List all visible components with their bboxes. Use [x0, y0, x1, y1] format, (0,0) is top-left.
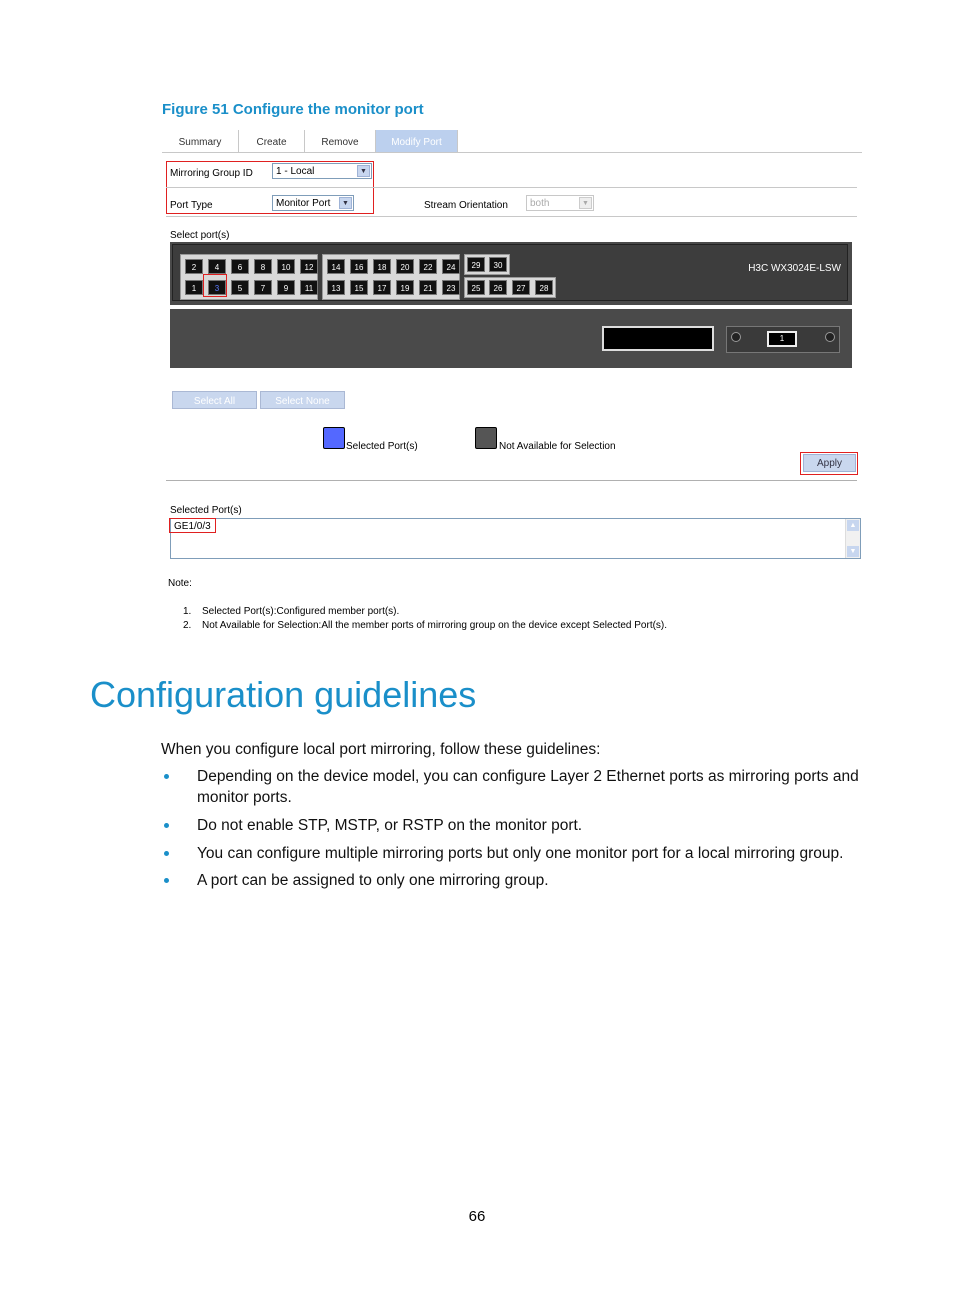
port-14[interactable]: 14	[327, 259, 345, 274]
screw-icon	[731, 332, 741, 342]
port-29[interactable]: 29	[467, 257, 485, 272]
tab-create[interactable]: Create	[239, 130, 305, 152]
device-model-label: H3C WX3024E-LSW	[748, 263, 841, 274]
module-port-1[interactable]: 1	[767, 331, 797, 347]
port-4[interactable]: 4	[208, 259, 226, 274]
port-6[interactable]: 6	[231, 259, 249, 274]
select-none-button[interactable]: Select None	[260, 391, 345, 409]
tab-summary[interactable]: Summary	[162, 130, 239, 152]
selected-value-highlight	[169, 518, 216, 533]
select-ports-label: Select port(s)	[170, 230, 230, 241]
page-number: 66	[468, 1208, 486, 1225]
port-28[interactable]: 28	[535, 280, 553, 295]
tab-bar	[162, 130, 862, 153]
selected-ports-value: GE1/0/3	[174, 521, 211, 532]
port-12[interactable]: 12	[300, 259, 318, 274]
note-item-2: Not Available for Selection:All the member ports of mirroring group on the device except Selected Port(s).	[202, 620, 668, 631]
bullet-1-line-1: Depending on the device model, you can configure Layer 2 Ethernet ports as mirroring ports and	[197, 768, 859, 785]
switch-chassis	[172, 244, 848, 301]
chevron-down-icon: ▼	[579, 197, 592, 209]
port-7[interactable]: 7	[254, 280, 272, 295]
port-type-value: Monitor Port	[276, 198, 331, 209]
note-num-2: 2.	[183, 620, 192, 631]
note-item-1: Selected Port(s):Configured member port(s).	[202, 606, 400, 617]
screw-icon	[825, 332, 835, 342]
switch-expansion-panel	[170, 309, 852, 368]
selected-legend-swatch	[323, 427, 345, 449]
not-available-legend-label: Not Available for Selection	[499, 441, 616, 452]
stream-orientation-value: both	[530, 198, 550, 209]
divider	[166, 480, 857, 481]
port-26[interactable]: 26	[489, 280, 507, 295]
port-10[interactable]: 10	[277, 259, 295, 274]
chevron-down-icon: ▼	[357, 165, 370, 177]
port-23[interactable]: 23	[442, 280, 460, 295]
scroll-up-icon[interactable]: ▲	[847, 520, 859, 531]
tab-modify-port[interactable]: Modify Port	[376, 130, 458, 152]
port-type-label: Port Type	[170, 200, 213, 211]
port-27[interactable]: 27	[512, 280, 530, 295]
port-20[interactable]: 20	[396, 259, 414, 274]
chevron-down-icon: ▼	[339, 197, 352, 209]
apply-button[interactable]: Apply	[803, 454, 856, 472]
bullet-1-line-2: monitor ports.	[197, 789, 292, 806]
port-30[interactable]: 30	[489, 257, 507, 272]
port-3-selected[interactable]: 3	[208, 280, 226, 295]
bullet-4: A port can be assigned to only one mirroring group.	[197, 872, 549, 889]
mirroring-group-value: 1 - Local	[276, 166, 315, 177]
port-2[interactable]: 2	[185, 259, 203, 274]
mirroring-group-label: Mirroring Group ID	[170, 168, 253, 179]
select-all-button[interactable]: Select All	[172, 391, 257, 409]
divider	[166, 216, 857, 217]
section-heading: Configuration guidelines	[90, 674, 477, 715]
port-17[interactable]: 17	[373, 280, 391, 295]
stream-orientation-select	[526, 195, 594, 211]
port-11[interactable]: 11	[300, 280, 318, 295]
switch-front-panel	[170, 242, 852, 305]
stream-orientation-label: Stream Orientation	[424, 200, 508, 211]
port-18[interactable]: 18	[373, 259, 391, 274]
port-21[interactable]: 21	[419, 280, 437, 295]
port-25[interactable]: 25	[467, 280, 485, 295]
note-title: Note:	[168, 578, 192, 589]
bullet-3: You can configure multiple mirroring ports but only one monitor port for a local mirroring group.	[197, 845, 844, 862]
expansion-slot	[602, 326, 714, 351]
port-group-3-bottom	[464, 277, 556, 298]
bullet-2: Do not enable STP, MSTP, or RSTP on the monitor port.	[197, 817, 583, 834]
interface-module	[726, 326, 840, 353]
port-22[interactable]: 22	[419, 259, 437, 274]
selected-ports-label: Selected Port(s)	[170, 505, 242, 516]
note-num-1: 1.	[183, 606, 192, 617]
selected-port-highlight	[203, 274, 227, 297]
port-group-1	[180, 254, 318, 300]
bullet-icon	[164, 823, 169, 828]
port-9[interactable]: 9	[277, 280, 295, 295]
port-13[interactable]: 13	[327, 280, 345, 295]
selected-legend-label: Selected Port(s)	[346, 441, 418, 452]
port-type-select[interactable]	[272, 195, 354, 211]
port-16[interactable]: 16	[350, 259, 368, 274]
scrollbar[interactable]	[845, 519, 860, 558]
port-group-2	[322, 254, 460, 300]
port-5[interactable]: 5	[231, 280, 249, 295]
mirroring-group-select[interactable]	[272, 163, 372, 179]
bullet-icon	[164, 851, 169, 856]
divider	[166, 187, 857, 188]
figure-caption: Figure 51 Configure the monitor port	[162, 101, 424, 118]
tab-remove[interactable]: Remove	[305, 130, 376, 152]
port-8[interactable]: 8	[254, 259, 272, 274]
selected-ports-textarea[interactable]	[170, 518, 861, 559]
port-15[interactable]: 15	[350, 280, 368, 295]
port-19[interactable]: 19	[396, 280, 414, 295]
port-group-3-top	[464, 254, 510, 275]
bullet-icon	[164, 774, 169, 779]
intro-text: When you configure local port mirroring, follow these guidelines:	[161, 741, 601, 758]
bullet-icon	[164, 878, 169, 883]
scroll-down-icon[interactable]: ▼	[847, 546, 859, 557]
not-available-legend-swatch	[475, 427, 497, 449]
port-1[interactable]: 1	[185, 280, 203, 295]
port-24[interactable]: 24	[442, 259, 460, 274]
